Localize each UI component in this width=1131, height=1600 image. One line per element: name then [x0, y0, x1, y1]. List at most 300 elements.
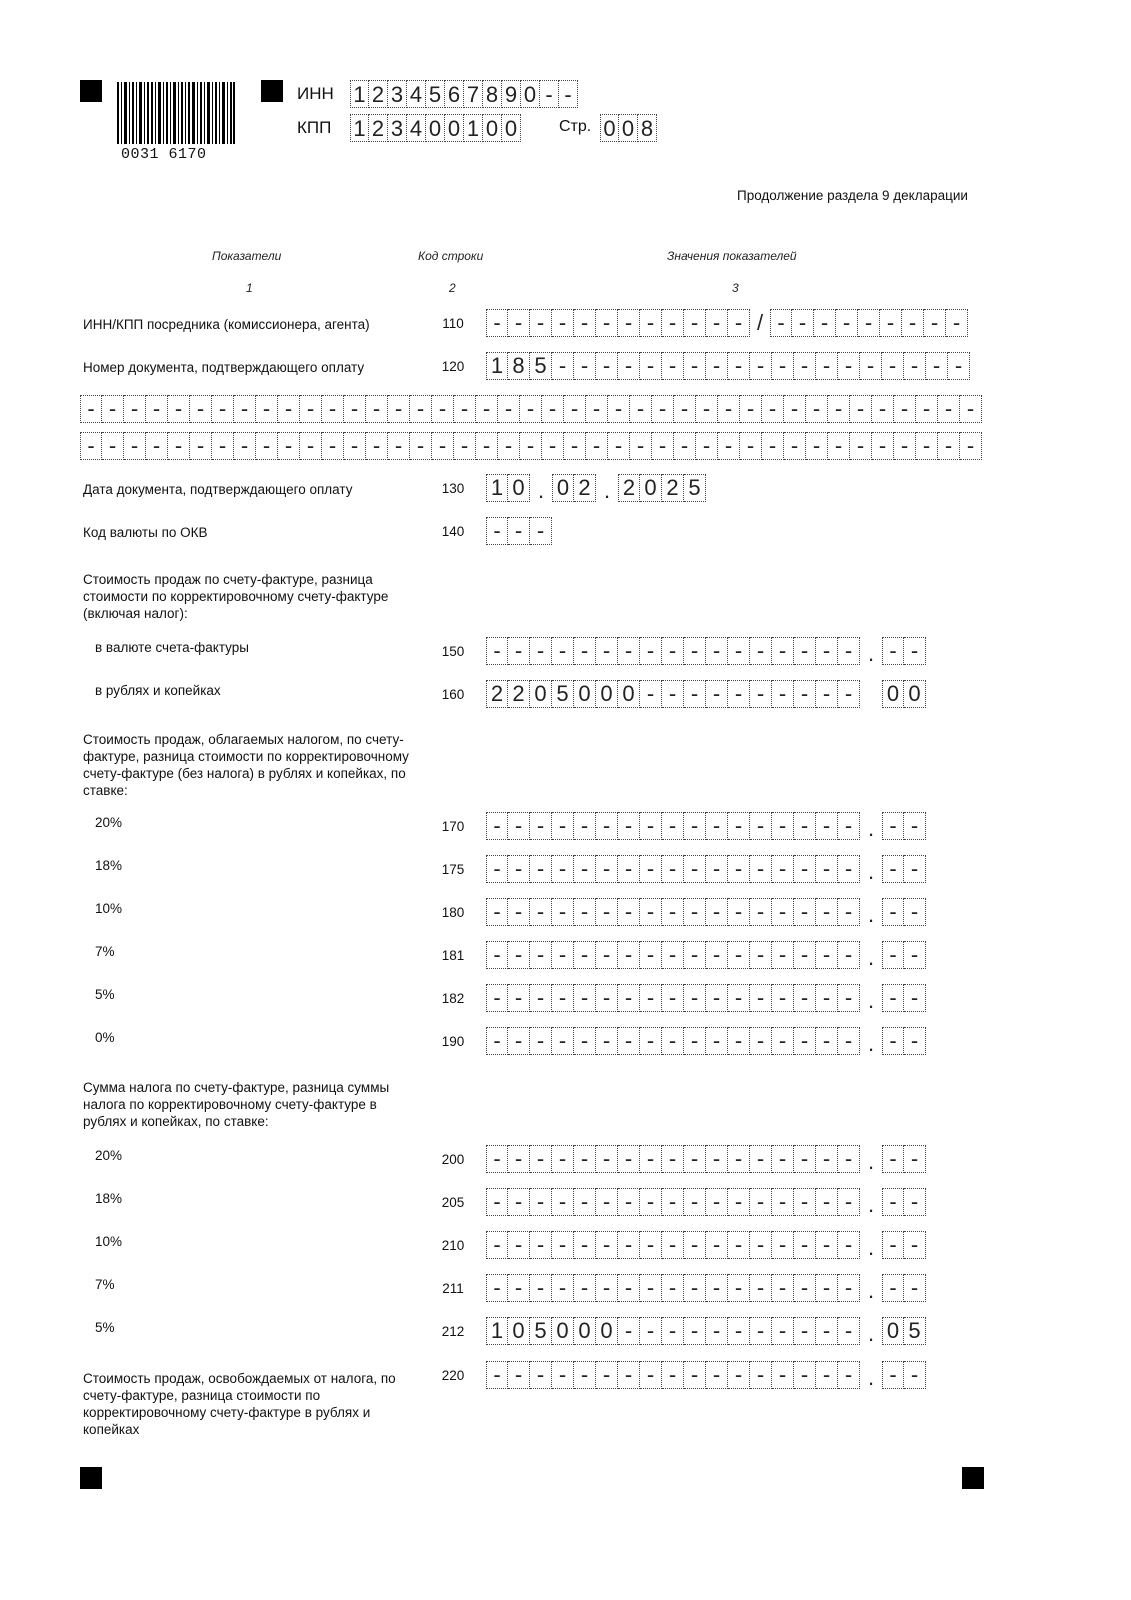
- char-cell: -: [772, 1145, 794, 1173]
- char-cell: 1: [486, 352, 508, 380]
- field-182[interactable]: [486, 984, 926, 1018]
- char-cell: -: [508, 1188, 530, 1216]
- char-cell: -: [882, 1274, 904, 1302]
- amount-fraction-part[interactable]: [882, 1027, 926, 1061]
- char-cell: -: [574, 1274, 596, 1302]
- char-cell: 0: [426, 114, 445, 142]
- char-cell: -: [784, 395, 806, 423]
- char-cell: -: [146, 395, 168, 423]
- field-205[interactable]: [486, 1188, 926, 1222]
- amount-fraction-part[interactable]: [882, 1317, 926, 1351]
- code-212: 212: [441, 1324, 465, 1339]
- char-cell: -: [278, 395, 300, 423]
- char-cell: 0: [596, 680, 618, 708]
- char-cell: -: [882, 352, 904, 380]
- corner-marker-bottom-right: [962, 1467, 984, 1489]
- char-cell: -: [816, 680, 838, 708]
- char-cell: -: [674, 432, 696, 460]
- char-cell: -: [486, 1145, 508, 1173]
- char-cell: -: [806, 432, 828, 460]
- char-cell: -: [596, 1274, 618, 1302]
- char-cell: -: [344, 432, 366, 460]
- barcode-number: 0031 6170: [121, 146, 207, 163]
- char-cell: -: [772, 984, 794, 1012]
- char-cell: 0: [619, 114, 638, 142]
- char-cell: -: [102, 432, 124, 460]
- char-cell: -: [542, 432, 564, 460]
- char-cell: -: [728, 984, 750, 1012]
- char-cell: -: [630, 395, 652, 423]
- amount-integer-part[interactable]: [486, 812, 860, 846]
- amount-fraction-part[interactable]: [882, 898, 926, 932]
- char-cell: -: [508, 637, 530, 665]
- amount-integer-part[interactable]: [486, 637, 860, 671]
- column-title-values: Значения показателей: [667, 249, 797, 263]
- char-cell: -: [574, 855, 596, 883]
- char-cell: -: [904, 352, 926, 380]
- char-cell: -: [684, 941, 706, 969]
- char-cell: -: [662, 1027, 684, 1055]
- char-cell: -: [838, 941, 860, 969]
- char-cell: -: [486, 898, 508, 926]
- char-cell: -: [882, 941, 904, 969]
- code-120: 120: [441, 359, 465, 374]
- char-cell: -: [772, 898, 794, 926]
- char-cell: -: [728, 812, 750, 840]
- label-175: 18%: [95, 858, 123, 873]
- char-cell: -: [882, 812, 904, 840]
- char-cell: -: [552, 1188, 574, 1216]
- char-cell: -: [872, 432, 894, 460]
- char-cell: -: [552, 898, 574, 926]
- char-cell: -: [938, 432, 960, 460]
- field-200[interactable]: [486, 1145, 926, 1179]
- char-cell: -: [486, 1027, 508, 1055]
- field-150[interactable]: [486, 637, 926, 671]
- field-110-kpp[interactable]: [770, 309, 968, 337]
- barcode: [117, 82, 235, 144]
- code-180: 180: [441, 905, 465, 920]
- char-cell: -: [552, 855, 574, 883]
- char-cell: -: [508, 898, 530, 926]
- amount-integer-part[interactable]: [486, 1027, 860, 1061]
- char-cell: -: [816, 352, 838, 380]
- label-211: 7%: [95, 1277, 115, 1292]
- char-cell: -: [728, 1361, 750, 1389]
- char-cell: -: [794, 898, 816, 926]
- char-cell: -: [662, 1188, 684, 1216]
- amount-integer-part[interactable]: [486, 1361, 860, 1395]
- amount-integer-part[interactable]: [486, 1317, 860, 1351]
- char-cell: 0: [574, 1317, 596, 1345]
- char-cell: -: [486, 309, 508, 337]
- amount-integer-part[interactable]: [486, 1231, 860, 1265]
- char-cell: -: [508, 1027, 530, 1055]
- inn-field[interactable]: [350, 80, 578, 108]
- char-cell: -: [706, 1145, 728, 1173]
- char-cell: -: [740, 395, 762, 423]
- char-cell: -: [530, 1145, 552, 1173]
- char-cell: -: [806, 395, 828, 423]
- field-130-dot-1: .: [537, 478, 545, 503]
- char-cell: -: [772, 1027, 794, 1055]
- field-130-year[interactable]: [618, 474, 706, 508]
- char-cell: 0: [552, 474, 574, 502]
- char-cell: -: [750, 898, 772, 926]
- char-cell: -: [618, 1188, 640, 1216]
- char-cell: -: [684, 1317, 706, 1345]
- char-cell: -: [728, 1027, 750, 1055]
- char-cell: -: [530, 1027, 552, 1055]
- char-cell: -: [662, 984, 684, 1012]
- char-cell: -: [486, 1274, 508, 1302]
- amount-fraction-part[interactable]: [882, 941, 926, 975]
- char-cell: -: [684, 812, 706, 840]
- field-211[interactable]: [486, 1274, 926, 1308]
- char-cell: -: [904, 855, 926, 883]
- char-cell: -: [530, 1361, 552, 1389]
- char-cell: 2: [574, 474, 596, 502]
- char-cell: -: [816, 1145, 838, 1173]
- amount-fraction-part[interactable]: [882, 984, 926, 1018]
- char-cell: -: [772, 352, 794, 380]
- decimal-separator: [860, 680, 882, 708]
- char-cell: -: [772, 941, 794, 969]
- char-cell: 0: [502, 114, 521, 142]
- char-cell: -: [640, 637, 662, 665]
- char-cell: -: [880, 309, 902, 337]
- decimal-separator: .: [867, 945, 875, 970]
- char-cell: -: [784, 432, 806, 460]
- char-cell: -: [706, 1361, 728, 1389]
- label-120: Номер документа, подтверждающего оплату: [83, 360, 365, 375]
- char-cell: 2: [508, 680, 530, 708]
- char-cell: -: [684, 1274, 706, 1302]
- char-cell: -: [278, 432, 300, 460]
- code-150: 150: [441, 644, 465, 659]
- amount-fraction-part[interactable]: [882, 680, 926, 708]
- char-cell: -: [838, 680, 860, 708]
- char-cell: 0: [882, 1317, 904, 1345]
- char-cell: 0: [574, 680, 596, 708]
- amount-integer-part[interactable]: [486, 1145, 860, 1179]
- amount-integer-part[interactable]: [486, 1188, 860, 1222]
- char-cell: 5: [530, 352, 552, 380]
- code-130: 130: [441, 481, 465, 496]
- char-cell: -: [706, 812, 728, 840]
- field-180[interactable]: [486, 898, 926, 932]
- char-cell: -: [772, 637, 794, 665]
- char-cell: -: [838, 1027, 860, 1055]
- char-cell: -: [904, 941, 926, 969]
- char-cell: -: [508, 855, 530, 883]
- char-cell: -: [894, 432, 916, 460]
- field-190[interactable]: [486, 1027, 926, 1061]
- char-cell: -: [684, 1361, 706, 1389]
- field-130-day[interactable]: [486, 474, 530, 508]
- field-120-line-1[interactable]: [486, 352, 970, 380]
- char-cell: -: [706, 855, 728, 883]
- char-cell: -: [256, 395, 278, 423]
- char-cell: -: [530, 517, 552, 545]
- char-cell: -: [684, 309, 706, 337]
- amount-integer-part[interactable]: [486, 898, 860, 932]
- char-cell: -: [684, 680, 706, 708]
- char-cell: -: [838, 1188, 860, 1216]
- char-cell: -: [586, 395, 608, 423]
- char-cell: -: [860, 352, 882, 380]
- char-cell: -: [508, 1274, 530, 1302]
- amount-fraction-part[interactable]: [882, 1188, 926, 1222]
- char-cell: -: [596, 812, 618, 840]
- char-cell: -: [794, 1361, 816, 1389]
- amount-integer-part[interactable]: [486, 984, 860, 1018]
- char-cell: -: [662, 1317, 684, 1345]
- char-cell: -: [836, 309, 858, 337]
- char-cell: -: [728, 898, 750, 926]
- char-cell: -: [960, 432, 982, 460]
- char-cell: -: [640, 941, 662, 969]
- char-cell: -: [926, 352, 948, 380]
- char-cell: -: [596, 309, 618, 337]
- char-cell: -: [498, 395, 520, 423]
- char-cell: -: [574, 1361, 596, 1389]
- amount-integer-part[interactable]: [486, 1274, 860, 1308]
- char-cell: -: [728, 309, 750, 337]
- char-cell: -: [432, 432, 454, 460]
- char-cell: -: [838, 1361, 860, 1389]
- char-cell: -: [750, 680, 772, 708]
- label-190: 0%: [95, 1030, 115, 1045]
- page-number-field[interactable]: [600, 114, 657, 142]
- char-cell: 0: [904, 680, 926, 708]
- char-cell: 0: [640, 474, 662, 502]
- char-cell: -: [640, 1027, 662, 1055]
- char-cell: -: [618, 309, 640, 337]
- char-cell: -: [858, 309, 880, 337]
- char-cell: -: [904, 812, 926, 840]
- code-211: 211: [442, 1281, 464, 1296]
- amount-fraction-part[interactable]: [882, 855, 926, 889]
- field-220[interactable]: [486, 1361, 926, 1395]
- char-cell: 0: [530, 680, 552, 708]
- decimal-separator: .: [867, 902, 875, 927]
- decimal-separator: .: [867, 1321, 875, 1346]
- char-cell: -: [882, 984, 904, 1012]
- char-cell: -: [486, 1188, 508, 1216]
- char-cell: 3: [388, 114, 407, 142]
- field-175[interactable]: [486, 855, 926, 889]
- char-cell: 3: [388, 80, 407, 108]
- char-cell: -: [938, 395, 960, 423]
- code-220: 220: [441, 1368, 465, 1383]
- char-cell: 8: [483, 80, 502, 108]
- char-cell: -: [816, 1361, 838, 1389]
- char-cell: -: [772, 1317, 794, 1345]
- field-120-line-2[interactable]: [80, 395, 982, 423]
- char-cell: -: [508, 517, 530, 545]
- char-cell: -: [530, 984, 552, 1012]
- field-130-date[interactable]: [486, 474, 706, 508]
- label-200: 20%: [95, 1148, 123, 1163]
- char-cell: -: [718, 395, 740, 423]
- char-cell: -: [608, 432, 630, 460]
- char-cell: -: [234, 395, 256, 423]
- char-cell: -: [728, 680, 750, 708]
- char-cell: -: [486, 812, 508, 840]
- char-cell: 7: [464, 80, 483, 108]
- label-220: Стоимость продаж, освобождаемых от налога, по счету-фактуре, разница стоимости по корректировочному счету-фактуре в рублях и копейках: [83, 1371, 396, 1437]
- char-cell: -: [388, 395, 410, 423]
- char-cell: -: [904, 1188, 926, 1216]
- char-cell: -: [662, 1274, 684, 1302]
- char-cell: -: [728, 1231, 750, 1259]
- char-cell: -: [816, 1231, 838, 1259]
- char-cell: -: [574, 1188, 596, 1216]
- decimal-separator: .: [867, 1149, 875, 1174]
- amount-fraction-part[interactable]: [882, 1145, 926, 1179]
- char-cell: -: [816, 812, 838, 840]
- char-cell: -: [559, 80, 578, 108]
- char-cell: -: [530, 855, 552, 883]
- char-cell: -: [552, 309, 574, 337]
- char-cell: 2: [369, 80, 388, 108]
- char-cell: -: [904, 1231, 926, 1259]
- char-cell: -: [574, 941, 596, 969]
- decimal-separator: .: [867, 1278, 875, 1303]
- char-cell: -: [794, 1317, 816, 1345]
- char-cell: -: [728, 1317, 750, 1345]
- field-181[interactable]: [486, 941, 926, 975]
- char-cell: -: [750, 855, 772, 883]
- char-cell: -: [674, 395, 696, 423]
- label-210: 10%: [95, 1234, 123, 1249]
- char-cell: -: [794, 941, 816, 969]
- amount-fraction-part[interactable]: [882, 812, 926, 846]
- char-cell: -: [770, 309, 792, 337]
- field-210[interactable]: [486, 1231, 926, 1265]
- char-cell: -: [508, 1361, 530, 1389]
- kpp-field[interactable]: [350, 114, 521, 142]
- char-cell: -: [574, 1027, 596, 1055]
- char-cell: -: [640, 680, 662, 708]
- label-182: 5%: [95, 987, 115, 1002]
- field-212[interactable]: [486, 1317, 926, 1351]
- field-110-inn[interactable]: [486, 309, 750, 337]
- char-cell: -: [904, 1274, 926, 1302]
- field-130-month[interactable]: [552, 474, 596, 508]
- amount-fraction-part[interactable]: [882, 1361, 926, 1395]
- char-cell: -: [850, 432, 872, 460]
- char-cell: 0: [600, 114, 619, 142]
- char-cell: -: [322, 432, 344, 460]
- char-cell: 1: [486, 474, 508, 502]
- char-cell: -: [838, 1231, 860, 1259]
- char-cell: -: [882, 855, 904, 883]
- char-cell: -: [882, 1188, 904, 1216]
- char-cell: 5: [552, 680, 574, 708]
- char-cell: -: [618, 352, 640, 380]
- amount-fraction-part[interactable]: [882, 1274, 926, 1308]
- field-120-line-3[interactable]: [80, 432, 982, 460]
- char-cell: -: [728, 941, 750, 969]
- amount-integer-part[interactable]: [486, 680, 860, 708]
- char-cell: -: [882, 1145, 904, 1173]
- char-cell: -: [750, 1361, 772, 1389]
- char-cell: -: [574, 984, 596, 1012]
- char-cell: -: [618, 1361, 640, 1389]
- char-cell: -: [640, 309, 662, 337]
- char-cell: -: [564, 432, 586, 460]
- char-cell: -: [168, 395, 190, 423]
- char-cell: -: [838, 1274, 860, 1302]
- char-cell: -: [948, 352, 970, 380]
- code-190: 190: [441, 1034, 465, 1049]
- char-cell: -: [542, 395, 564, 423]
- char-cell: -: [816, 1274, 838, 1302]
- char-cell: -: [530, 941, 552, 969]
- amount-integer-part[interactable]: [486, 941, 860, 975]
- char-cell: -: [794, 855, 816, 883]
- char-cell: -: [772, 1188, 794, 1216]
- field-160[interactable]: [486, 680, 926, 708]
- field-140-currency[interactable]: [486, 517, 552, 545]
- char-cell: -: [552, 352, 574, 380]
- char-cell: -: [300, 395, 322, 423]
- char-cell: -: [662, 352, 684, 380]
- char-cell: 0: [445, 114, 464, 142]
- char-cell: -: [618, 984, 640, 1012]
- char-cell: -: [794, 1188, 816, 1216]
- char-cell: -: [124, 432, 146, 460]
- amount-fraction-part[interactable]: [882, 1231, 926, 1265]
- char-cell: -: [828, 395, 850, 423]
- char-cell: -: [728, 1188, 750, 1216]
- char-cell: -: [794, 352, 816, 380]
- char-cell: -: [816, 941, 838, 969]
- char-cell: -: [816, 1317, 838, 1345]
- char-cell: -: [794, 1274, 816, 1302]
- column-number-1: 1: [246, 281, 253, 295]
- char-cell: -: [762, 395, 784, 423]
- inn-label: ИНН: [297, 84, 334, 103]
- char-cell: -: [960, 395, 982, 423]
- char-cell: -: [190, 395, 212, 423]
- amount-fraction-part[interactable]: [882, 637, 926, 671]
- corner-marker-top-left: [80, 80, 102, 102]
- char-cell: -: [706, 1317, 728, 1345]
- char-cell: -: [882, 898, 904, 926]
- char-cell: -: [596, 352, 618, 380]
- char-cell: -: [750, 1145, 772, 1173]
- char-cell: -: [540, 80, 559, 108]
- char-cell: 2: [369, 114, 388, 142]
- char-cell: -: [486, 637, 508, 665]
- char-cell: 8: [508, 352, 530, 380]
- char-cell: -: [618, 1274, 640, 1302]
- char-cell: -: [794, 812, 816, 840]
- page-label: Стр.: [559, 118, 592, 135]
- char-cell: -: [508, 1145, 530, 1173]
- field-110-inn-kpp[interactable]: [486, 309, 968, 337]
- char-cell: -: [652, 432, 674, 460]
- char-cell: 1: [350, 114, 369, 142]
- amount-integer-part[interactable]: [486, 855, 860, 889]
- char-cell: -: [388, 432, 410, 460]
- char-cell: 0: [596, 1317, 618, 1345]
- field-170[interactable]: [486, 812, 926, 846]
- char-cell: -: [476, 395, 498, 423]
